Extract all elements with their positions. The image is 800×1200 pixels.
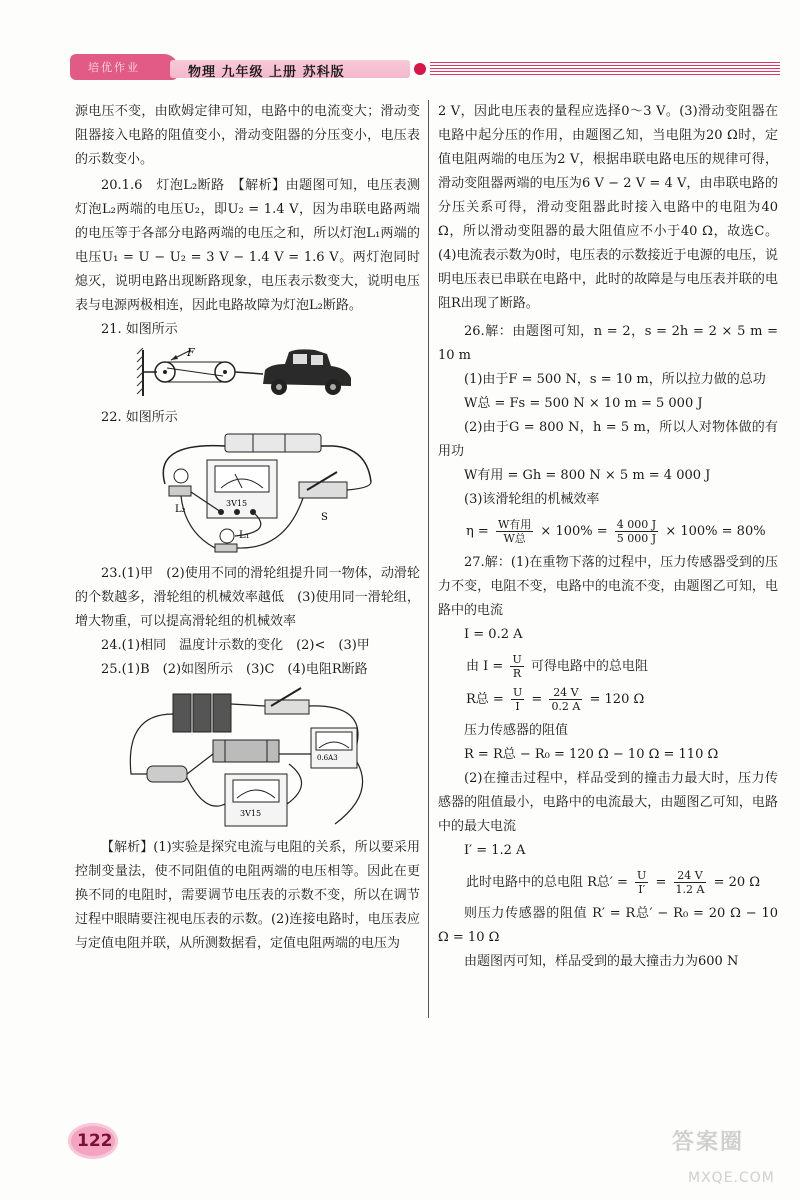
rt2-den-1: I′ [638, 883, 646, 896]
eta-den-2: 5 000 J [616, 532, 657, 545]
header-title: 物理 九年级 上册 苏科版 [188, 65, 345, 80]
rt2-num-1: U [637, 869, 647, 882]
answer-25-analysis: 【解析】(1)实验是探究电流与电阻的关系，所以要采用控制变量法，使不同阻值的电阻两端的电压相等。因此在更换不同的电阻时，需要调节电压表的示数不变，所以在调节过程中眼睛要注视电压表的示数。(2)连接电路时，电压表应与定值电阻并联，从所测数据看，定值电阻两端的电压为 [75, 840, 420, 951]
rt2-pre: 此时电路中的总电阻 R总′ = [466, 875, 628, 890]
sensor-resistance-2: 则压力传感器的阻值 R′ = R总′ − R₀ = 20 Ω − 10 Ω = 10 Ω [438, 906, 778, 945]
answer-26-part1: (1)由于F = 500 N，s = 10 m，所以拉力做的总功 [464, 372, 766, 387]
answer-25: 25.(1)B (2)如图所示 (3)C (4)电阻R断路 [101, 662, 368, 677]
pulley-car-figure [75, 344, 420, 402]
eta-frac-2 [615, 518, 658, 545]
ohm-frac [510, 653, 523, 680]
rt2-frac-1 [635, 869, 648, 896]
sensor-resistance-eq: R = R总 − R₀ = 120 Ω − 10 Ω = 110 Ω [464, 747, 719, 762]
answer-27-conclusion: 由题图丙可知，样品受到的最大撞击力为600 N [464, 954, 739, 969]
eta-frac-1 [496, 518, 533, 545]
rt2-den-2: 1.2 A [675, 883, 705, 896]
series-circuit-figure [75, 432, 420, 558]
header-dot [414, 63, 426, 75]
column-divider [428, 100, 429, 1018]
efficiency-formula [466, 518, 778, 545]
ohm-post: 可得电路中的总电阻 [530, 659, 648, 674]
experiment-circuit-figure [75, 684, 420, 832]
header-rule [430, 62, 780, 76]
answer-26-part2: (2)由于G = 800 N，h = 5 m，所以人对物体做的有用功 [438, 420, 778, 459]
answer-26: 26.解：由题图可知，n = 2，s = 2h = 2 × 5 m = 10 m [438, 324, 778, 363]
bulb-l2-label: L₂ [175, 504, 186, 515]
switch-label: S [321, 512, 328, 523]
force-label: F [187, 346, 195, 359]
rt2-result: = 20 Ω [713, 875, 761, 890]
ohm-pre: 由 I = [466, 659, 504, 674]
answer-27-max-current: I′ = 1.2 A [464, 843, 526, 858]
eta-num-2: 4 000 J [616, 518, 657, 531]
rt2-frac-2 [674, 869, 707, 896]
rt-den-1: I [515, 700, 520, 713]
total-resistance-formula [466, 686, 778, 713]
sensor-resistance-label: 压力传感器的阻值 [464, 723, 569, 738]
eta-mid: × 100% = [540, 524, 608, 539]
watermark-logo: 答案圈 [672, 1130, 745, 1155]
answer-26-total-work: W总 = Fs = 500 N × 10 m = 5 000 J [464, 396, 703, 411]
answer-21: 21. 如图所示 [101, 322, 178, 337]
answer-26-part3: (3)该滑轮组的机械效率 [464, 492, 600, 507]
eta-den-1: W总 [503, 532, 526, 545]
eta-result: × 100% = 80% [665, 524, 766, 539]
answer-27: 27.解：(1)在重物下落的过程中，压力传感器受到的压力不变，电阻不变，电路中的电流不变，由题图乙可知，电路中的电流 [438, 555, 778, 618]
rt-den-2: 0.2 A [551, 700, 581, 713]
rt-frac-1 [511, 686, 524, 713]
rt-eq: = [531, 692, 543, 707]
answer-24: 24.(1)相同 温度计示数的变化 (2)< (3)甲 [101, 638, 370, 653]
voltmeter2-terminals: 3V15 [240, 809, 262, 818]
total-resistance-2-formula [466, 869, 778, 896]
rt-frac-2 [549, 686, 582, 713]
rt-num-1: U [512, 686, 523, 699]
ohm-num: U [512, 653, 522, 666]
answer-27-part2: (2)在撞击过程中，样品受到的撞击力最大时，压力传感器的阻值最小，电路中的电流最大，由题图乙可知，电路中的最大电流 [438, 771, 778, 834]
eta-num-1: W有用 [497, 518, 532, 531]
bulb-l1-label: L₁ [239, 530, 250, 541]
answer-23: 23.(1)甲 (2)使用不同的滑轮组提升同一物体，动滑轮的个数越多，滑轮组的机械效率越低 (3)使用同一滑轮组，增大物重，可以提高滑轮组的机械效率 [75, 566, 420, 629]
eta-lhs: η = [466, 524, 489, 539]
answer-26-useful-work: W有用 = Gh = 800 N × 5 m = 4 000 J [464, 468, 711, 483]
rt2-num-2: 24 V [674, 869, 707, 883]
ohm-den: R [512, 667, 522, 680]
ammeter-terminals: 0.6A3 [317, 754, 338, 762]
rt-lhs: R总 = [466, 692, 504, 707]
ohm-law-line [466, 653, 778, 680]
rt-result: = 120 Ω [589, 692, 645, 707]
page-header [70, 48, 780, 88]
header-tab-label: 培优作业 [88, 61, 140, 74]
answer-19-tail: 源电压不变，由欧姆定律可知，电路中的电流变大；滑动变阻器接入电路的阻值变小，滑动变阻器的分压变小，电压表的示数变小。 [75, 104, 420, 167]
rt2-eq: = [655, 875, 667, 890]
voltmeter-terminals: 3V15 [226, 499, 248, 508]
answer-25-analysis-cont: 2 V，因此电压表的量程应选择0～3 V。(3)滑动变阻器在电路中起分压的作用，由题图乙知，当电阻为20 Ω时，定值电阻两端的电压为2 V，根据串联电路电压的规律可得，滑动变阻器两端的电压为6 V − 2 V = 4 V，由串联电路的分压关系可得，滑动变阻器此时接入电路中的电阻为40 Ω，所以滑动变阻器的最大阻值应不小于40 Ω，故选C。(4)电流表示数为0时，电压表的示数接近于电源的电压，说明电压表已串联在电路中，此时的故障是与电压表并联的电阻R出现了断路。 [438, 104, 778, 311]
page-number: 122 [77, 1131, 113, 1151]
watermark-url: MXQE.COM [688, 1170, 775, 1186]
right-column [438, 100, 778, 974]
header-tab [70, 54, 178, 80]
answer-27-current: I = 0.2 A [464, 627, 523, 642]
answer-22: 22. 如图所示 [101, 410, 178, 425]
left-column [75, 100, 420, 956]
rt-num-2: 24 V [549, 686, 582, 700]
answer-20: 20.1.6 灯泡L₂断路 【解析】由题图可知，电压表测灯泡L₂两端的电压U₂，即U₂ = 1.4 V，因为串联电路两端的电压等于各部分电路两端的电压之和，所以灯泡L₁两端的电压U₁ = U − U₂ = 3 V − 1.4 V = 1.6 V。两灯泡同时熄灭，说明电路出现断路现象，电压表示数变大，说明电压表与电源两极相连，因此电路故障为灯泡L₂断路。 [75, 178, 420, 313]
page-number-badge [68, 1123, 118, 1159]
